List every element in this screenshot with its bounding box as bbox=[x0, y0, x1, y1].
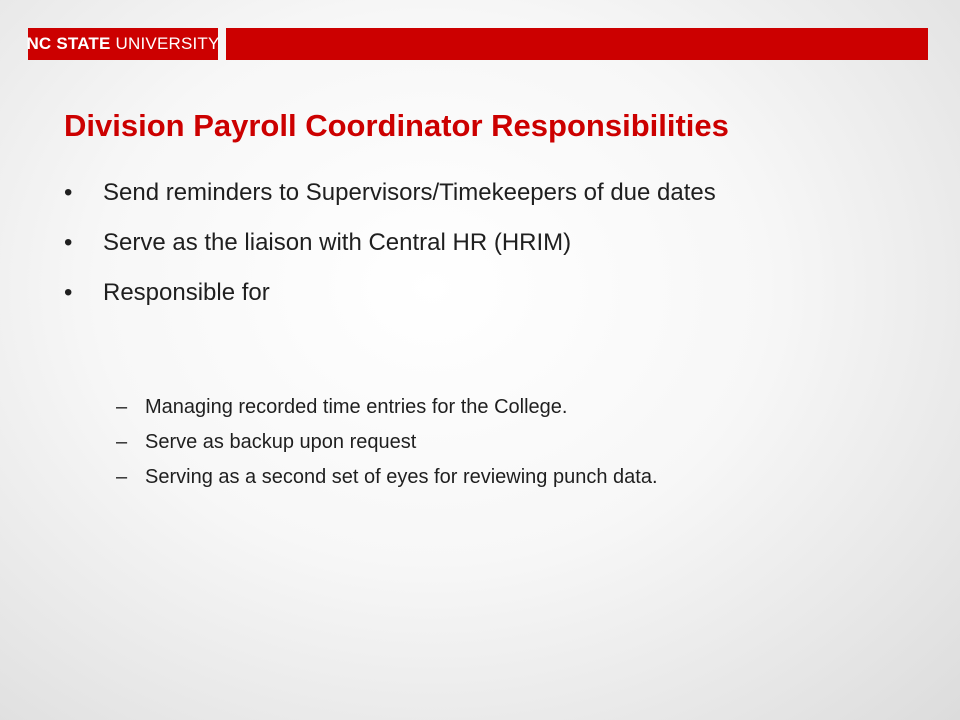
logo-text-strong: NC STATE bbox=[26, 34, 111, 53]
bullet-list bbox=[64, 176, 864, 326]
sub-bullet-item bbox=[116, 460, 876, 495]
bullet-marker: • bbox=[64, 179, 73, 206]
bullet-item bbox=[64, 226, 864, 259]
bullet-marker: • bbox=[64, 279, 73, 306]
sub-bullet-item bbox=[116, 425, 876, 460]
header-red-bar bbox=[226, 28, 928, 60]
logo-text-rest: UNIVERSITY bbox=[115, 34, 220, 53]
nc-state-logo bbox=[28, 28, 218, 60]
sub-bullet-text: Serve as backup upon request bbox=[145, 431, 417, 453]
sub-bullet-marker: – bbox=[116, 396, 128, 418]
sub-bullet-item bbox=[116, 390, 876, 425]
bullet-text: Responsible for bbox=[103, 279, 270, 306]
bullet-item bbox=[64, 276, 864, 309]
sub-bullet-text: Serving as a second set of eyes for reviewing punch data. bbox=[145, 466, 658, 488]
bullet-item bbox=[64, 176, 864, 209]
sub-bullet-text: Managing recorded time entries for the College. bbox=[145, 396, 568, 418]
sub-bullet-list bbox=[116, 390, 876, 495]
sub-bullet-marker: – bbox=[116, 431, 128, 453]
bullet-text: Send reminders to Supervisors/Timekeepers of due dates bbox=[103, 179, 716, 206]
bullet-text: Serve as the liaison with Central HR (HRIM) bbox=[103, 229, 572, 256]
bullet-marker: • bbox=[64, 229, 73, 256]
sub-bullet-marker: – bbox=[116, 466, 128, 488]
slide-title: Division Payroll Coordinator Responsibilities bbox=[64, 108, 729, 143]
